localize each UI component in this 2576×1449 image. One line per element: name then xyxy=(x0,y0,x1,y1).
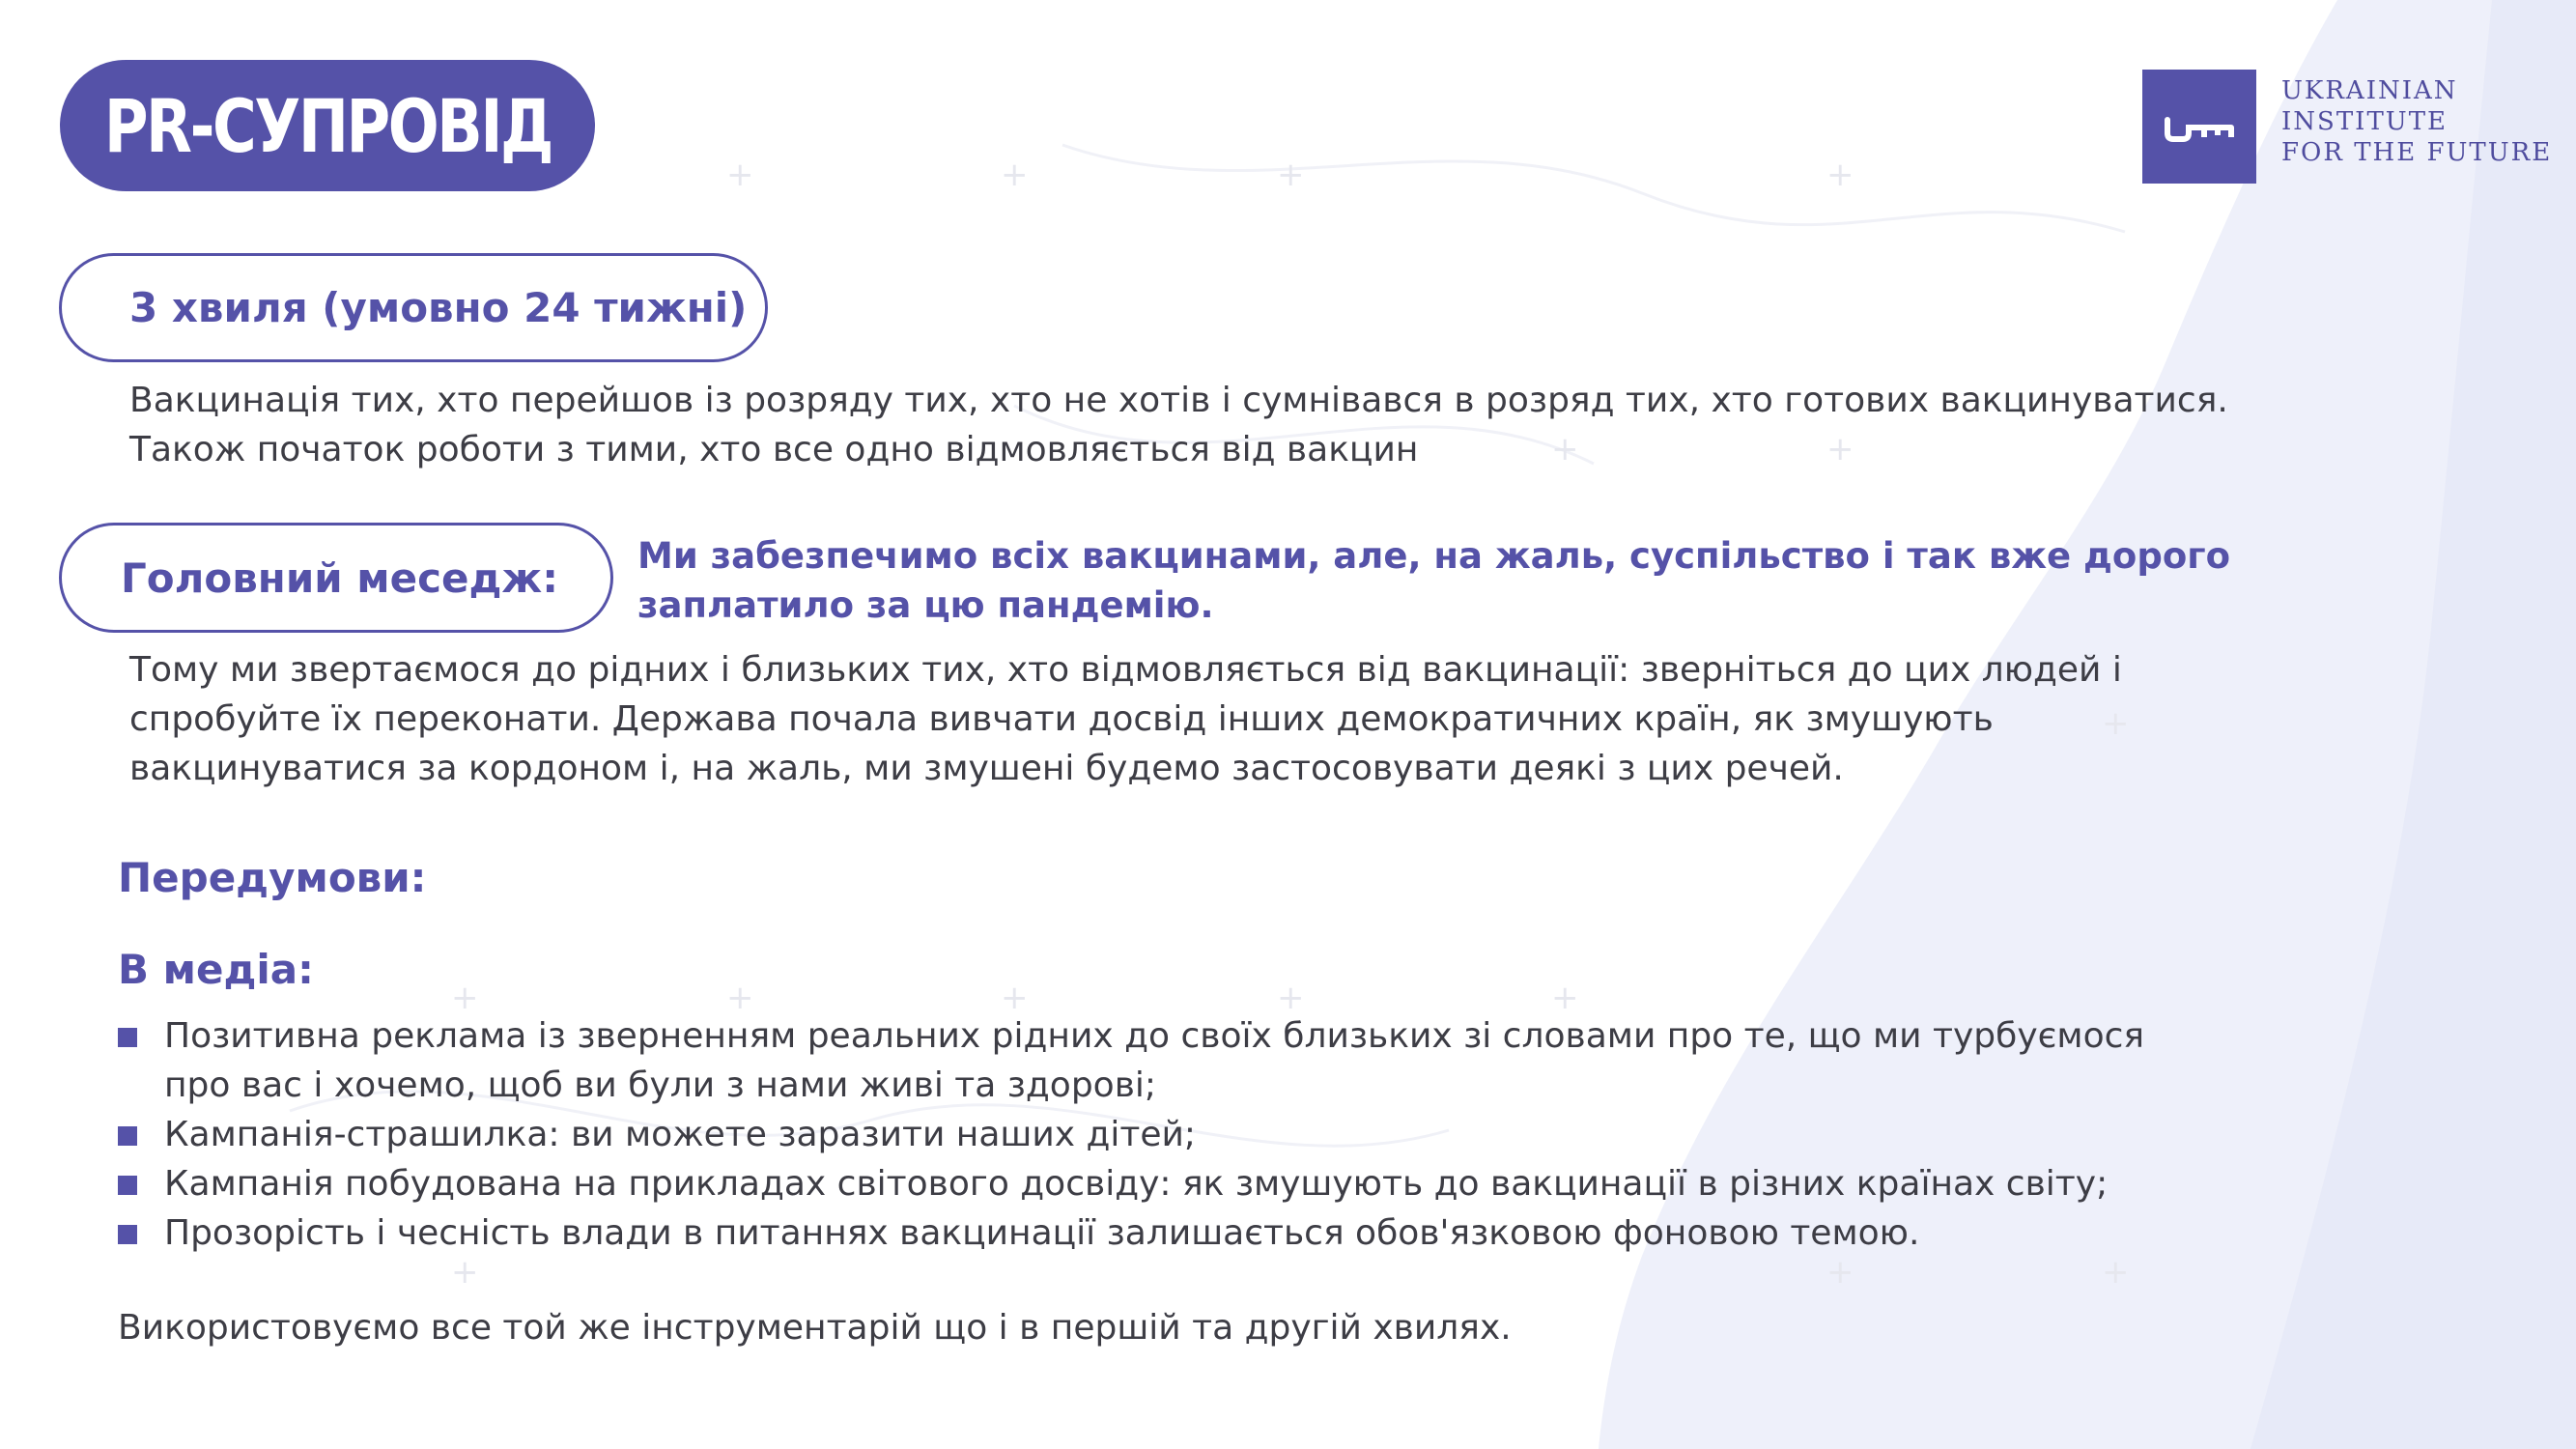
list-item-line: Кампанія-страшилка: ви можете заразити наших дітей; xyxy=(164,1115,1197,1154)
list-item xyxy=(118,1011,2144,1110)
main-message-body-line: спробуйте їх переконати. Держава почала вивчати досвід інших демократичних країн, як змушують xyxy=(129,699,1994,739)
bullet-square-icon xyxy=(118,1176,137,1195)
prerequisites-heading: Передумови: xyxy=(118,854,427,901)
list-item-line: про вас і хочемо, щоб ви були з нами живі та здорові; xyxy=(164,1065,1157,1105)
svg-text:+: + xyxy=(726,979,754,1017)
key-icon xyxy=(2142,70,2256,184)
bullet-square-icon xyxy=(118,1225,137,1244)
logo-line-3: FOR THE FUTURE xyxy=(2281,138,2553,167)
svg-text:+: + xyxy=(2102,1253,2130,1292)
list-item-line: Прозорість і чесність влади в питаннях вакцинації залишається обов'язковою фоновою темою. xyxy=(164,1213,1920,1253)
list-item xyxy=(118,1110,2144,1159)
main-message-body-line: вакцинуватися за кордоном і, на жаль, ми змушені будемо застосовувати деякі з цих речей. xyxy=(129,749,1844,788)
svg-text:+: + xyxy=(726,156,754,194)
svg-text:+: + xyxy=(451,1253,479,1292)
main-message-body xyxy=(129,645,2122,793)
bullet-square-icon xyxy=(118,1028,137,1047)
main-message-line: заплатило за цю пандемію. xyxy=(637,584,1214,626)
main-message-line: Ми забезпечимо всіх вакцинами, але, на жаль, суспільство і так вже дорого xyxy=(637,535,2230,577)
svg-text:+: + xyxy=(451,979,479,1017)
list-item xyxy=(118,1159,2144,1208)
institute-logo-text xyxy=(2281,75,2552,168)
svg-text:+: + xyxy=(1001,156,1029,194)
bullet-square-icon xyxy=(118,1126,137,1146)
logo-line-1: UKRAINIAN xyxy=(2281,76,2458,105)
wave-description-line: Вакцинація тих, хто перейшов із розряду тих, хто не хотів і сумнівався в розряд тих, хто готових вакцинуватися. xyxy=(129,381,2228,420)
wave-description xyxy=(129,376,2228,474)
svg-text:+: + xyxy=(1826,156,1854,194)
media-heading: В медіа: xyxy=(118,946,314,993)
wave-label: 3 хвиля (умовно 24 тижні) xyxy=(129,284,748,331)
svg-text:+: + xyxy=(1826,430,1854,469)
media-bullet-list xyxy=(118,1011,2144,1258)
main-message-body-line: Тому ми звертаємося до рідних і близьких тих, хто відмовляється від вакцинації: зверніться до цих людей і xyxy=(129,650,2122,690)
list-item-line: Кампанія побудована на прикладах світового досвіду: як змушують до вакцинації в різних країнах світу; xyxy=(164,1164,2109,1204)
title-badge xyxy=(60,60,595,191)
main-message-label: Головний меседж: xyxy=(121,554,559,602)
wave-label-pill xyxy=(59,253,768,362)
svg-text:+: + xyxy=(1826,1253,1854,1292)
wave-description-line: Також початок роботи з тими, хто все одно відмовляється від вакцин xyxy=(129,430,1419,469)
svg-text:+: + xyxy=(1551,430,1579,469)
svg-text:+: + xyxy=(1001,979,1029,1017)
main-message-highlight xyxy=(637,531,2230,630)
svg-text:+: + xyxy=(1551,979,1579,1017)
main-message-pill xyxy=(59,523,613,633)
institute-logo-mark xyxy=(2142,70,2256,184)
list-item xyxy=(118,1208,2144,1258)
page-title: PR-СУПРОВІД xyxy=(103,82,552,169)
list-item-line: Позитивна реклама із зверненням реальних рідних до своїх близьких зі словами про те, що ми турбуємося xyxy=(164,1016,2145,1056)
logo-line-2: INSTITUTE xyxy=(2281,107,2449,136)
svg-text:+: + xyxy=(2102,704,2130,743)
footer-note: Використовуємо все той же інструментарій що і в першій та другій хвилях. xyxy=(118,1308,1512,1348)
svg-text:+: + xyxy=(1277,979,1305,1017)
svg-text:+: + xyxy=(1277,156,1305,194)
